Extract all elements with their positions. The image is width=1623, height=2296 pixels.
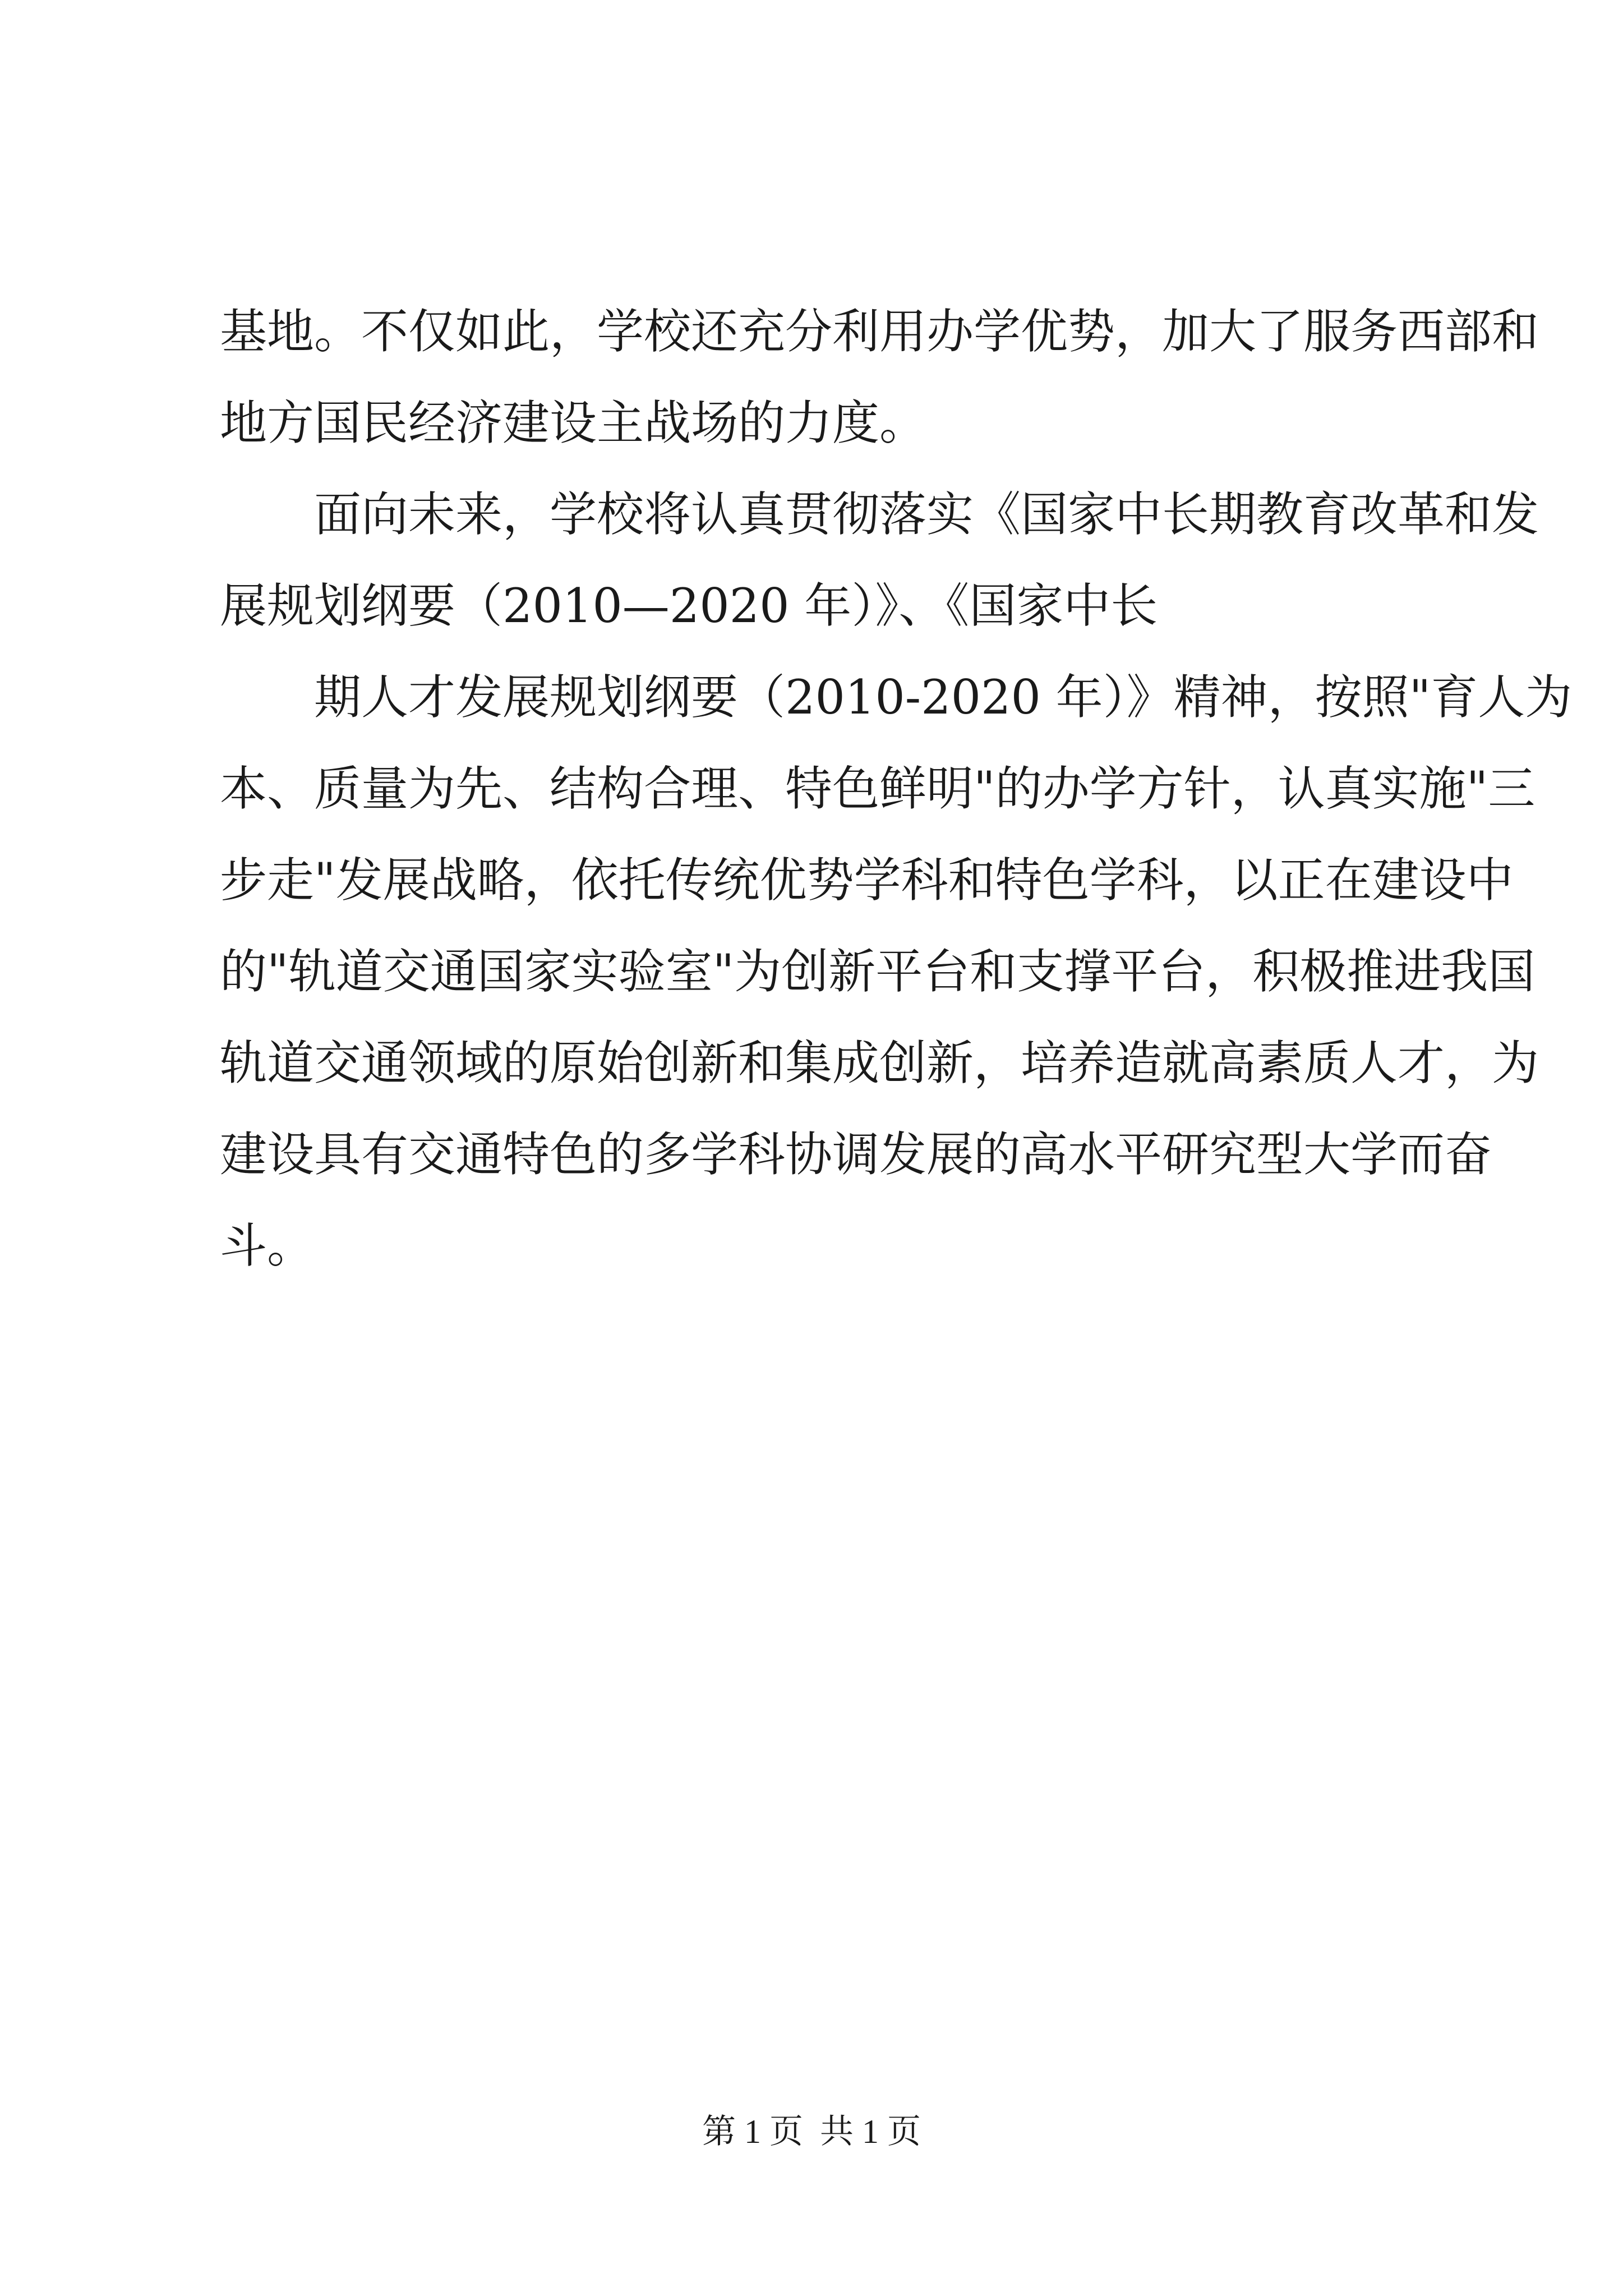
paragraph-line: 斗。: [220, 1218, 315, 1273]
paragraph-line: 本、质量为先、结构合理、特色鲜明"的办学方针，认真实施"三: [220, 761, 1536, 816]
paragraph-2: [220, 469, 1539, 652]
paragraph-line: 步走"发展战略，依托传统优势学科和特色学科，以正在建设中: [220, 853, 1514, 908]
paragraph-line: 基地。不仅如此，学校还充分利用办学优势，加大了服务西部和: [220, 304, 1539, 359]
page-number-label: 第 1 页 共 1 页: [702, 2113, 921, 2150]
page-footer: [0, 2109, 1623, 2154]
paragraph-line: 轨道交通领域的原始创新和集成创新，培养造就高素质人才，为: [220, 1036, 1539, 1091]
paragraph-line: 面向未来，学校将认真贯彻落实《国家中长期教育改革和发: [314, 487, 1539, 542]
paragraph-line: 展规划纲要（2010—2020 年）》、《国家中长: [220, 578, 1158, 633]
paragraph-3: [220, 652, 1573, 1292]
paragraph-1: [220, 286, 1539, 469]
paragraph-line: 的"轨道交通国家实验室"为创新平台和支撑平台，积极推进我国: [220, 944, 1536, 999]
document-body: [220, 286, 1573, 1292]
paragraph-line: 建设具有交通特色的多学科协调发展的高水平研究型大学而奋: [220, 1127, 1492, 1182]
paragraph-line: 地方国民经济建设主战场的力度。: [220, 395, 927, 450]
paragraph-line: 期人才发展规划纲要（2010-2020 年）》精神，按照"育人为: [314, 670, 1573, 725]
